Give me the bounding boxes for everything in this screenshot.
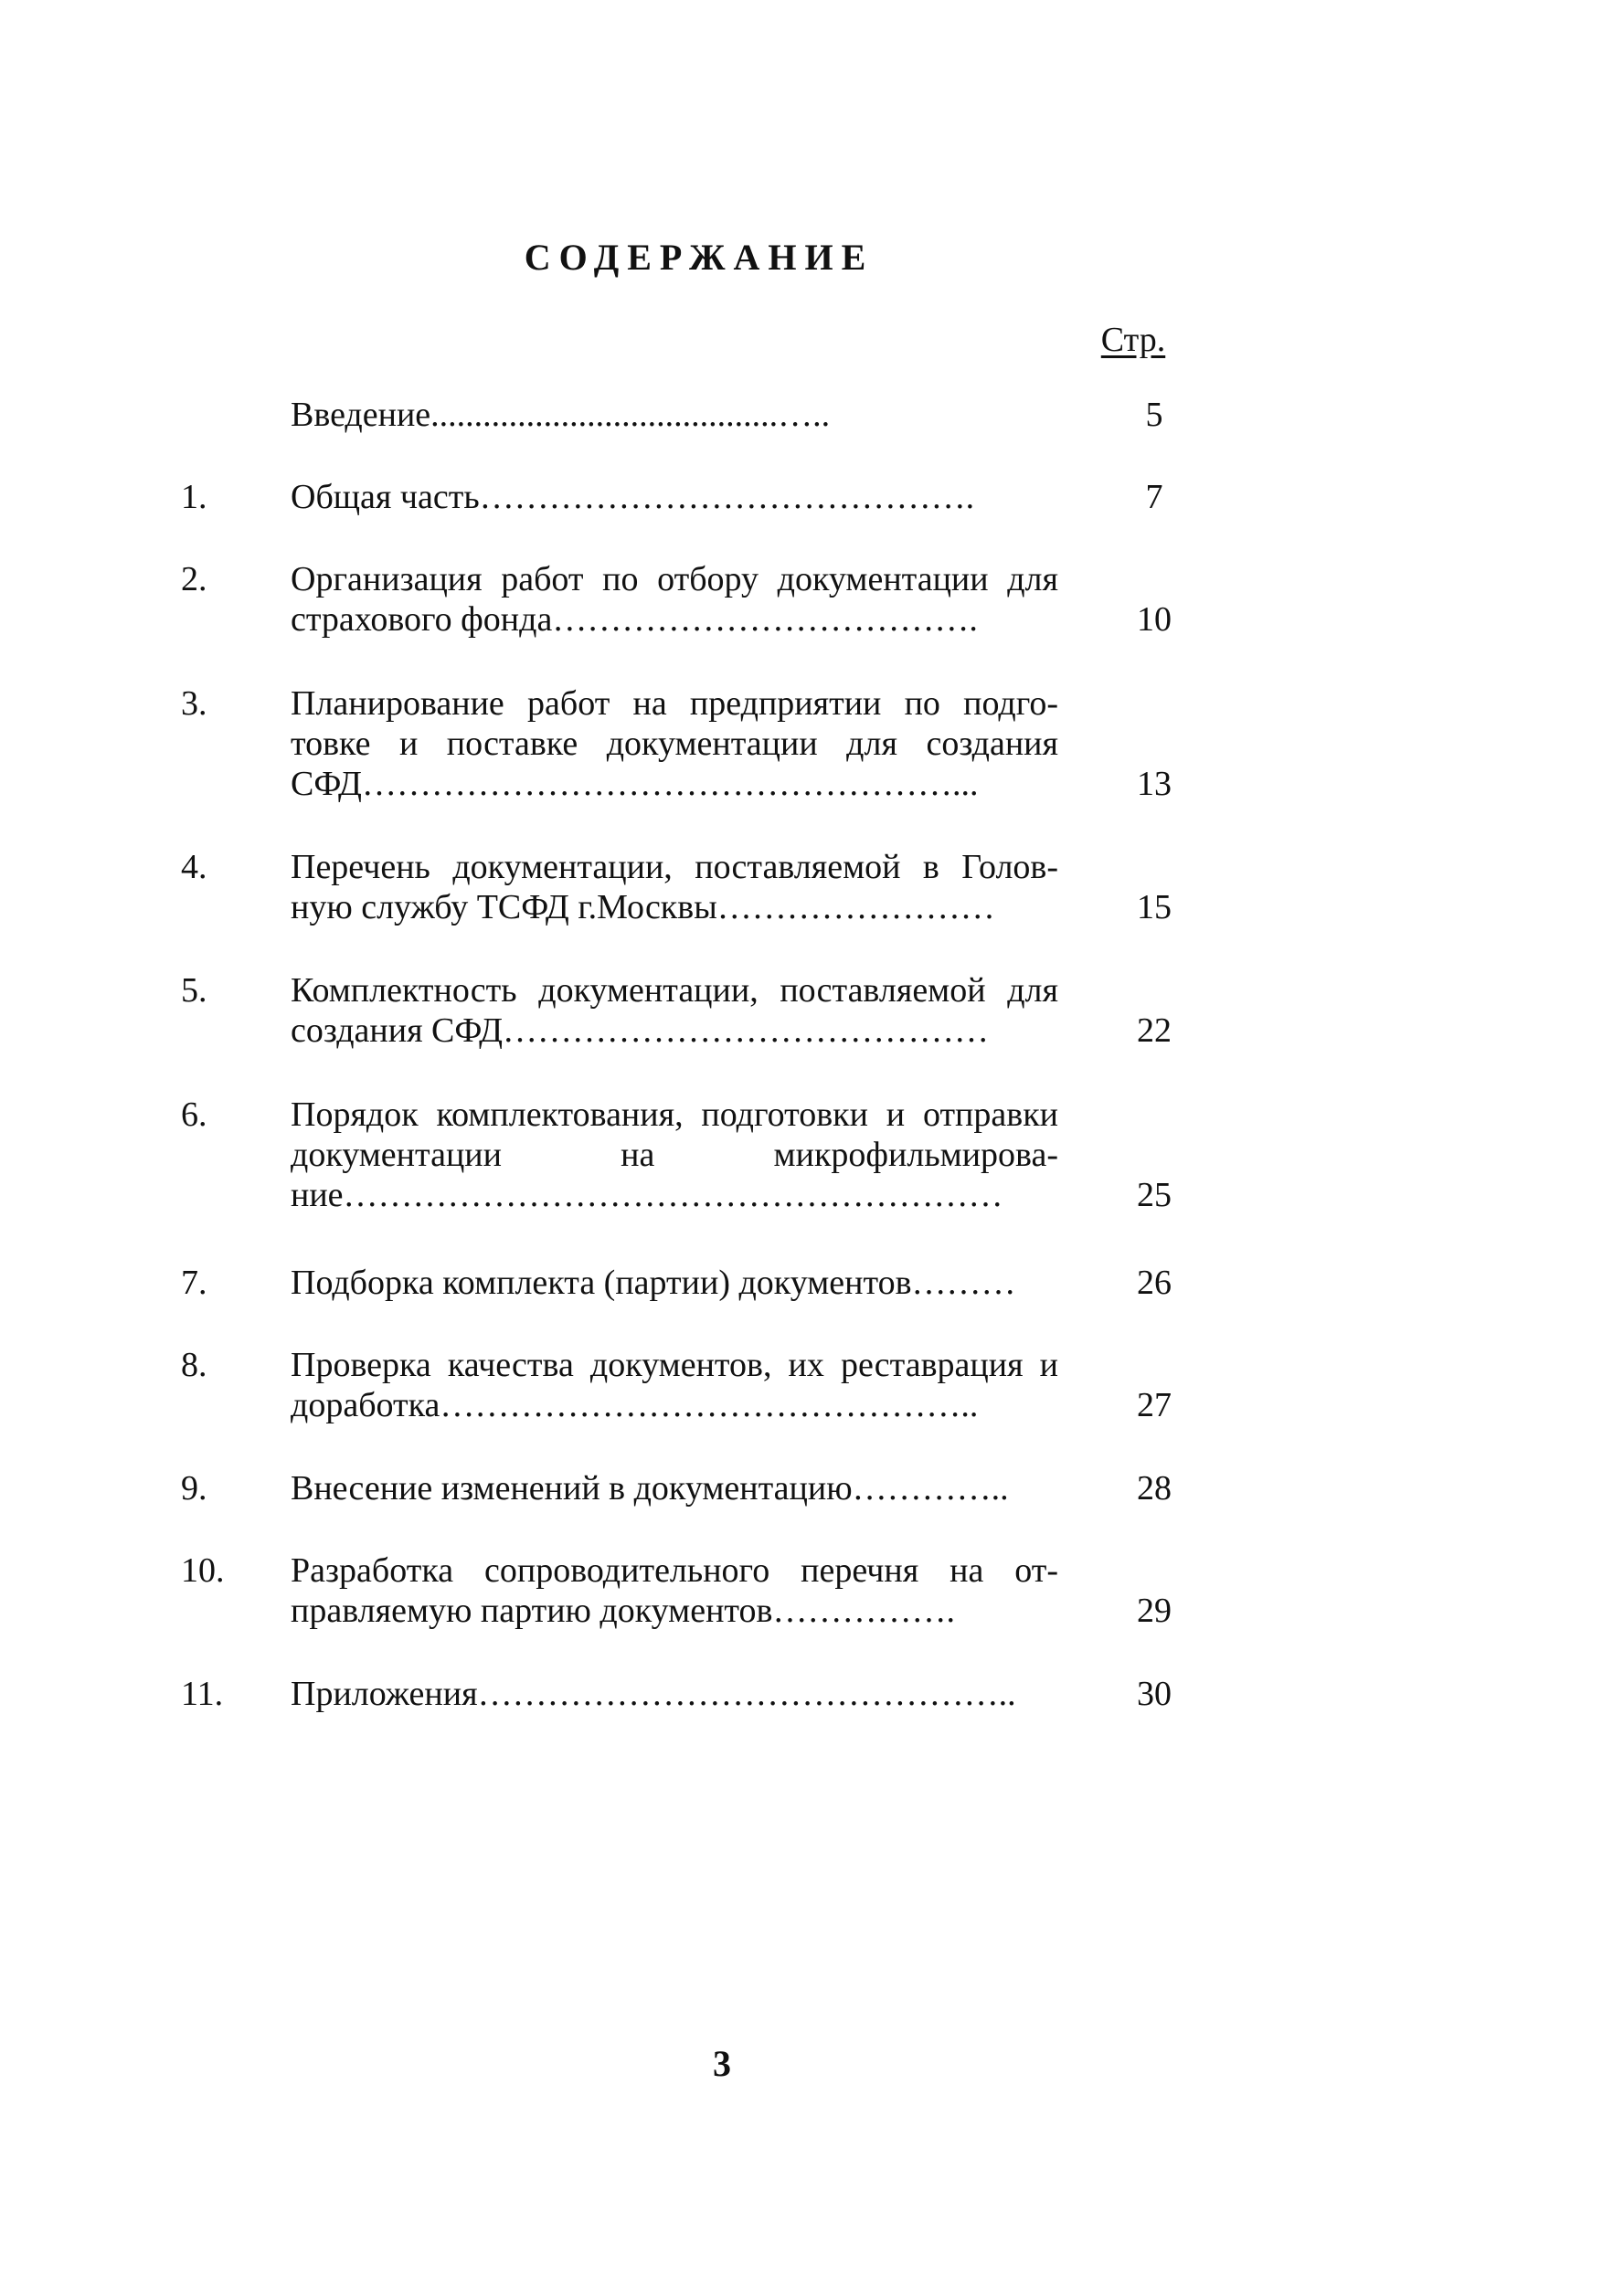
toc-entry-title [291, 477, 1058, 517]
toc-entry-page: 29 [1137, 1592, 1172, 1630]
toc-entry-title [291, 683, 1058, 804]
toc-entry-page: 25 [1137, 1176, 1172, 1214]
toc-entry-page: 13 [1137, 765, 1172, 803]
toc-entry-title [291, 559, 1058, 640]
toc-entry-title-line: СФД……………………………………………... [291, 765, 979, 803]
toc-entry-title-line: ние………………………………………………… [291, 1176, 1003, 1214]
toc-entry-title [291, 1095, 1058, 1215]
toc-entry-page: 15 [1137, 888, 1172, 926]
toc-entry-page: 5 [1145, 396, 1163, 434]
page-title: СОДЕРЖАНИЕ [524, 237, 875, 278]
toc-entry-number: 3. [181, 684, 207, 723]
toc-entry-page: 10 [1137, 600, 1172, 639]
toc-entry-number: 7. [181, 1264, 207, 1302]
toc-entry-title-line: создания СФД…………………………………… [291, 1011, 989, 1050]
toc-entry-title-line: Приложения……………………………………….. [291, 1675, 1016, 1713]
toc-entry-title-line: Введение........................................….. [291, 396, 831, 434]
toc-entry-number: 9. [181, 1469, 207, 1508]
toc-entry-title-line: Разработка сопроводительного перечня на от- [291, 1551, 1058, 1590]
toc-entry-title-line: страхового фонда………………………………. [291, 600, 978, 639]
toc-entry-number: 2. [181, 560, 207, 598]
toc-entry-title [291, 1263, 1058, 1303]
toc-entry-title-line: Планирование работ на предприятии по подго- [291, 684, 1058, 723]
toc-entry-title-line: доработка……………………………………….. [291, 1386, 979, 1424]
toc-entry-title-line: Организация работ по отбору документации для [291, 560, 1058, 598]
toc-entry-title-line: Порядок комплектования, подготовки и отправки [291, 1095, 1058, 1134]
toc-entry-title-line: Перечень документации, поставляемой в Голов- [291, 848, 1058, 886]
toc-entry-title-line: Общая часть……………………………………. [291, 478, 975, 516]
toc-entry-number: 11. [181, 1675, 224, 1713]
toc-entry-title-line: Подборка комплекта (партии) документов……… [291, 1264, 1016, 1302]
toc-entry-title-line: ную службу ТСФД г.Москвы…………………… [291, 888, 995, 926]
toc-entry-title-line: товке и поставке документации для создания [291, 725, 1058, 763]
toc-entry-number: 5. [181, 971, 207, 1010]
toc-entry-number: 8. [181, 1346, 207, 1384]
toc-entry-title [291, 847, 1058, 927]
toc-entry-title [291, 395, 1058, 435]
toc-entry-page: 22 [1137, 1011, 1172, 1050]
toc-entry-title [291, 1674, 1058, 1714]
toc-entry-title-line: правляемую партию документов……………. [291, 1592, 955, 1630]
toc-entry-title [291, 1468, 1058, 1508]
toc-entry-title-line: Проверка качества документов, их реставрация и [291, 1346, 1058, 1384]
toc-entry-page: 26 [1137, 1264, 1172, 1302]
toc-entry-number: 6. [181, 1095, 207, 1134]
toc-entry-number: 10. [181, 1551, 225, 1590]
toc-entry-page: 28 [1137, 1469, 1172, 1508]
toc-entry-title-line: Комплектность документации, поставляемой для [291, 971, 1058, 1010]
toc-entry-title-line: Внесение изменений в документацию………….. [291, 1469, 1009, 1508]
toc-entry-page: 27 [1137, 1386, 1172, 1424]
toc-entry-number: 4. [181, 848, 207, 886]
toc-entry-title-line: документации на микрофильмирова- [291, 1136, 1058, 1174]
toc-entry-title [291, 1550, 1058, 1631]
page-number: 3 [713, 2043, 731, 2084]
toc-entry-page: 30 [1137, 1675, 1172, 1713]
toc-entry-page: 7 [1145, 478, 1163, 516]
toc-entry-number: 1. [181, 478, 207, 516]
toc-entry-title [291, 970, 1058, 1051]
page-column-header: Стр. [1100, 321, 1166, 359]
toc-entry-title [291, 1345, 1058, 1425]
